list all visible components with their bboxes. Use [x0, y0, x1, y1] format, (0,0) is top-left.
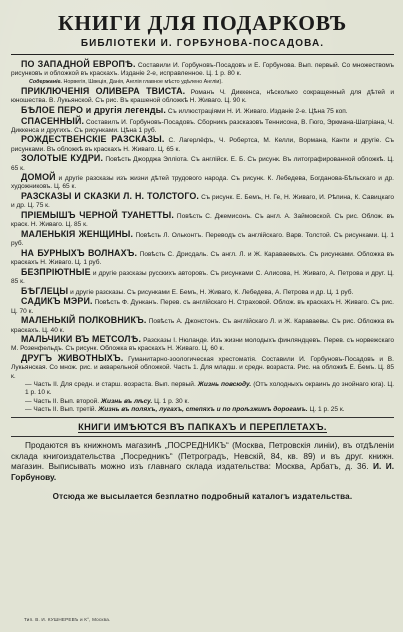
book-title: НА БУРНЫХЪ ВОЛНАХЪ. [21, 247, 138, 258]
book-title: БЕЗПРІЮТНЫЕ [21, 266, 91, 277]
printer-imprint: Тип. В. И. КУШНЕРЕВЪ и К°, Москва. [24, 617, 111, 622]
book-title: МАЛЕНЬКІЯ ЖЕНЩИНЫ. [21, 229, 134, 239]
book-description: Гуманитарно-зоологическая хрестоматія. Составили И. Горбуновъ-Посадовъ и В. Лукьянская. Со множ. рис. и акварельной обложкой. Часть 1. Для младш. и средн. возраста. Рис. на обложкѣ Е. Бемъ. Ц. 85 к. [11, 356, 394, 380]
book-title: РАЗСКАЗЫ И СКАЗКИ Л. Н. ТОЛСТОГО. [21, 191, 200, 202]
book-entry [11, 230, 394, 248]
store-addressee: И. И. Горбунову. [11, 461, 395, 483]
page-title: КНИГИ ДЛЯ ПОДАРКОВЪ [58, 11, 347, 35]
book-description: С. Лагерлёфъ, Ч. Робертса, М. Келли, Вормана, Канти и другіе. Съ рисунками. Въ обложкѣ въ краскахъ Н. Живаго. Ц. 65 к. [11, 137, 394, 153]
book-description: Повѣсть С. Дрисдаль. Съ англ. Л. и Ж. Караваевыхъ. Съ рисунками. Обложка въ краскахъ Н. Живаго. Ц. 1 руб. [11, 250, 395, 267]
book-description: Повѣсть А. Джонстонъ. Съ англійскаго Л. и Ж. Караваевы. Съ рис. Обложка въ краскахъ. Ц. 40 к. [11, 318, 394, 334]
volume-item [25, 398, 394, 406]
book-description: и другіе разсказы. Съ рисунками Е. Бемъ, Н. Живаго, К. Лебедева, А. Петрова и др. Ц. 1 руб. [70, 288, 354, 296]
book-entry [11, 316, 394, 334]
store-text: Продаются въ книжномъ магазинѣ „ПОСРЕДНИКЪ“ (Москва, Петровскія линіи), въ отдѣленіи склада книгоиздательства „Посредникъ“ (Петроградъ, Невскій, 84, кв. 89) и въ друг. книжн. магазин. Выписывать можно изъ главнаго склада издательства: Москва, Арбатъ, д. 36. [11, 439, 394, 472]
book-entry [11, 211, 394, 229]
book-title: ДОМОЙ [21, 172, 56, 183]
volume-prefix: — Часть II. Вып. второй. [25, 397, 100, 405]
book-entry [11, 268, 394, 286]
volume-item [25, 406, 394, 414]
book-description: Съ иллюстраціями Н. И. Живаго. Изданіе 2-е. Цѣна 75 коп. [167, 107, 348, 115]
book-description: Съ рисунк. Е. Бемъ, Н. Ге, Н. Живаго, И. Рѣпина, К. Савицкаго и др. Ц. 75 к. [11, 194, 394, 210]
book-title: ПРИКЛЮЧЕНІЯ ОЛИВЕРА ТВИСТА. [21, 85, 186, 96]
book-description: Повѣсть С. Джемисонъ. Съ англ. А. Займовской. Съ рис. Облож. въ краск. Н. Живаго. Ц. 85 к. [11, 213, 394, 229]
book-entry [11, 287, 394, 297]
book-entry [11, 117, 394, 135]
divider [11, 54, 394, 55]
book-title: МАЛЬЧИКИ ВЪ МЕТСОЛѢ. [21, 334, 142, 345]
volume-title: Жизнь повсюду. [197, 381, 252, 389]
book-description: Романъ Ч. Диккенса, нѣсколько сокращенный для дѣтей и юношества. В. Лукьянской. Съ рис. Въ крашеной обложкѣ Н. Живаго. Ц. 90 к. [11, 88, 395, 105]
book-entry [11, 154, 394, 172]
book-entry [11, 297, 394, 315]
volume-list [11, 381, 394, 414]
bound-notice [11, 421, 394, 433]
book-entry [11, 192, 394, 210]
book-title: ПО ЗАПАДНОЙ ЕВРОПѢ. [21, 59, 136, 69]
book-title: ПРІЕМЫШЪ ЧЕРНОЙ ТУАНЕТТЫ. [21, 210, 174, 221]
book-entry [11, 173, 394, 191]
book-description: Повѣсть Ф. Дунканъ. Перев. съ англійскаго Н. Страховой. Облож. въ краскахъ Н. Живаго. Съ рис. Ц. 70 к. [11, 299, 394, 315]
book-title: МАЛЕНЬКІЙ ПОЛКОВНИКЪ. [21, 315, 147, 326]
catalog-notice: Отсюда же высылается безплатно подробный каталогъ издательства. [52, 492, 353, 502]
volume-title: Жизнь въ лѣсу. [100, 397, 153, 405]
book-entry [11, 354, 394, 380]
volume-suffix: Ц. 1 р. 25 к. [309, 405, 345, 413]
book-title: БѢЛОЕ ПЕРО и другія легенды. [21, 104, 167, 115]
book-description: Повѣсть Джорджа Элліота. Съ англійск. Е. Б. Съ рисунк. Въ литографированной обложкѣ. Ц. 65 к. [11, 156, 395, 172]
book-title: РОЖДЕСТВЕНСКІЕ РАЗСКАЗЫ. [21, 134, 165, 145]
contents-text: Норвегія, Швеція, Данія, Англія главное мѣсто удѣлено Англіи). [63, 78, 223, 85]
volume-prefix: — Часть II. Для средн. и старш. возраста. Вып. первый. [25, 381, 196, 389]
divider [11, 417, 394, 418]
book-entry [11, 135, 394, 153]
book-title: СПАСЕННЫЙ. [21, 115, 85, 126]
book-title: ДРУГЪ ЖИВОТНЫХЪ. [21, 353, 124, 364]
book-description: Разсказы І. Нюланде. Изъ жизни молодыхъ финляндцевъ. Перев. съ норвежскаго М. Розенфельдъ. Съ рисунк. Обложка въ краскахъ Н. Живаго. Ц. 60 к. [11, 337, 394, 353]
divider [11, 436, 394, 437]
book-description: Повѣсть Л. Ольконтъ. Переводъ съ англійскаго. Варв. Толстой. Съ рисунками. Ц. 1 руб. [11, 232, 394, 248]
volume-suffix: (Отъ холодныхъ окраинъ до знойнаго юга). Ц. 1 р. 10 к. [25, 381, 395, 397]
book-description: и другіе разсказы изъ жизни дѣтей трудового народа. Съ рисунк. К. Лебедева, Богданова-Бѣльскаго и др. художниковъ. Ц. 65 к. [11, 175, 395, 191]
book-description: Составили И. Горбуновъ-Посадовъ и Е. Горбунова. Вып. первый. Со множествомъ рисунковъ и обложкой въ краскахъ. Изданіе 2-е, исправленное. Ц. 1 р. 80 к. [11, 62, 394, 78]
volume-prefix: — Часть II. Вып. третій. [25, 405, 97, 413]
book-entry [11, 60, 394, 78]
book-entry [11, 249, 394, 267]
volume-suffix: Ц. 1 р. 30 к. [154, 397, 190, 405]
page-subtitle: БИБЛІОТЕКИ И. ГОРБУНОВА-ПОСАДОВА. [80, 38, 325, 49]
book-entry [11, 87, 394, 105]
book-entry [11, 335, 394, 353]
book-title: САДИКЪ МЭРИ. [21, 296, 93, 307]
book-description: и другіе разсказы русскихъ авторовъ. Съ рисунками С. Алисова, Н. Живаго, А. Петрова и друг. Ц. 85 к. [11, 269, 394, 285]
bound-notice-text: КНИГИ ИМѢЮТСЯ ВЪ ПАПКАХЪ И ПЕРЕПЛЕТАХЪ. [78, 421, 327, 432]
book-entry [11, 106, 394, 116]
volume-item [25, 381, 394, 397]
contents-label: Содержаніе. [29, 78, 63, 85]
volume-title: Жизнь въ поляхъ, лугахъ, степяхъ и по проѣзжимъ дорогамъ. [98, 405, 308, 413]
book-title: ЗОЛОТЫЕ КУДРИ. [21, 153, 104, 164]
book-list [11, 60, 394, 414]
book-title: БѢГЛЕЦЫ [21, 285, 69, 296]
store-info [11, 440, 394, 483]
book-description: Составилъ И. Горбуновъ-Посадовъ. Сборникъ разсказовъ Теннисона, В. Гюго, Эркмана-Шатріана, Ч. Диккенса и другихъ. Съ рисунками. Цѣна 1 руб. [11, 118, 394, 134]
contents-note [11, 79, 394, 86]
